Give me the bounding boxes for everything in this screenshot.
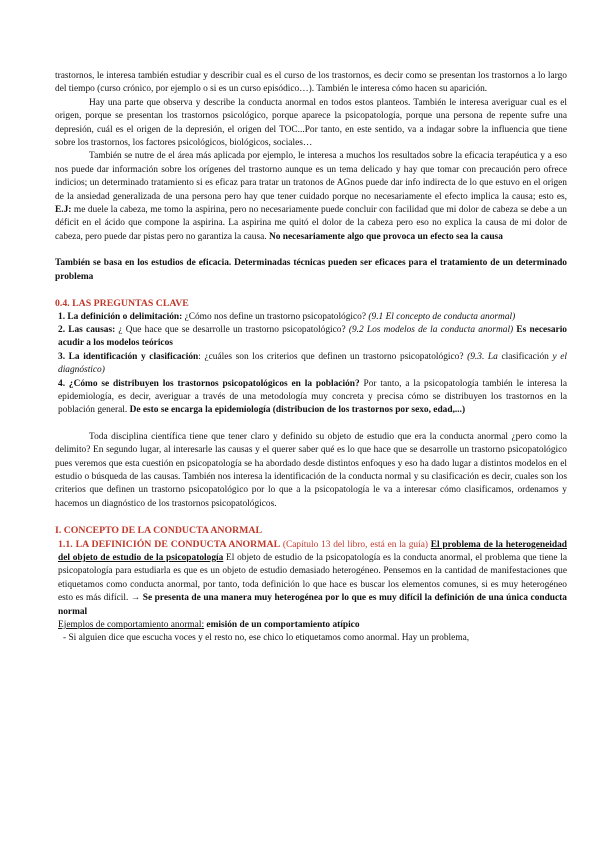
section-key-questions: 0.4. LAS PREGUNTAS CLAVE [55, 298, 189, 310]
question-3-text2: clasificación [501, 351, 553, 362]
paragraph-course: trastornos, le interesa también estudiar y describir cual es el curso de los trastornos, es decir como se presentan los trastornos a lo largo del tiempo (curso crónico, por ejemplo o si es un curso episódico…). También le interesa cómo hacen su aparición. [55, 71, 567, 95]
paragraph-efficacy [55, 150, 567, 244]
subsection-conclusion: Se presenta de una manera muy heterogénea por lo que es muy difícil la definición de una única conducta normal [58, 593, 567, 617]
arrow-icon: → [130, 593, 141, 604]
question-distribution [55, 378, 567, 418]
question-causes [55, 324, 567, 351]
examples-label: Ejemplos de comportamiento anormal: [58, 620, 205, 631]
question-4-label: 4. ¿Cómo se distribuyen los trastornos psicopatológicos en la población? [58, 378, 360, 389]
subsection-title: 1.1. LA DEFINICIÓN DE CONDUCTA ANORMAL [58, 538, 281, 550]
paragraph-origin: Hay una parte que observa y describe la conducta anormal en todos estos planteos. También le interesa averiguar cual es el origen, porque se presentan los trastornos psicológico, porque aparece la psicopatología, porque una persona de repente sufre una depresión, cuál es el origen de la depresión, el origen del TOC...Por tanto, en este sentido, va a indagar sobre la influencia que tiene sobre los trastornos, los factores psicológicos, biológicos, sociales… [55, 97, 567, 149]
question-2-text: ¿ Que hace que se desarrolle un trastorno psicopatológico? [115, 324, 349, 335]
examples-line [55, 619, 567, 632]
question-3-text: : ¿cuáles son los criterios que definen un trastorno psicopatológico? [198, 351, 468, 362]
question-3-ref: (9.3. La [467, 351, 498, 362]
paragraph-efficacy-studies: También se basa en los estudios de eficacia. Determinadas técnicas pueden ser eficaces para el tratamiento de un determinado problema [55, 258, 567, 282]
example-voices: - Si alguien dice que escucha voces y el resto no, ese chico lo etiquetamos como anormal. Hay un problema, [63, 633, 470, 644]
example-label: E.J: [55, 205, 72, 216]
question-4-text: Por tanto, a la psicopatología también le interesa la epidemiología, es decir, averiguar a través de una metodología muy concreta y precisa cómo se distribuyen los trastornos en la población general. [58, 378, 567, 416]
document-body [55, 70, 567, 646]
question-definition [55, 311, 567, 324]
question-2-label: 2. Las causas: [58, 324, 116, 335]
question-4-note: De esto se encarga la epidemiología (distribucion de los trastornos por sexo, edad,...) [129, 405, 466, 416]
question-1-text: ¿Cómo nos define un trastorno psicopatológico? [182, 311, 369, 322]
question-3-ref2: y el diagnóstico) [58, 351, 567, 376]
question-3-label: 3. La identificación y clasificación [58, 351, 199, 362]
question-1-ref: (9.1 El concepto de conducta anormal) [368, 311, 516, 322]
question-2-ref: (9.2 Los modelos de la conducta anormal) [348, 324, 514, 335]
examples-text: emisión de un comportamiento atípico [204, 620, 360, 631]
subsection-text: El objeto de estudio de la psicopatología es la conducta anormal, el problema que tiene la psicopatología para estudiarla es que es un objeto de estudio demasiado heterogéneo. Pensemos en la cantidad de manifestaciones que etiquetamos como conducta anormal, por tanto, toda definición lo que hace es buscar los elementos comunes, si es muy heterogéneo esto es más difícil. [58, 553, 567, 604]
efficacy-conclusion: No necesariamente algo que provoca un efecto sea la causa [268, 231, 503, 242]
question-classification [55, 351, 567, 378]
question-1-label: 1. La definición o delimitación: [58, 311, 183, 322]
efficacy-text: También se nutre de el área más aplicada por ejemplo, le interesa a muchos los resultados sobre la eficacia terapéutica y a eso nos puede dar información sobre los orígenes del trastorno aunque es un tema delicado y hay que tomar con precaución pero ofrece indicios; un determinado tratamiento si es eficaz para tratar un tratonos de AGnos puede dar info indirecta de lo que estuvo en el origen de la ansiedad generalizada de una persona pero hay que tener cuidado porque no necesariamente el efecto implica la causa; esto es, [55, 151, 567, 202]
subsection-heading: El problema de la heterogeneidad del objeto de estudio de la psicopatología [58, 539, 567, 563]
question-2-note: Es necesario acudir a los modelos teóricos [58, 324, 567, 349]
paragraph-discipline: Toda disciplina científica tiene que tener claro y definido su objeto de estudio que era la conducta anormal ¿pero como la delimito? En segundo lugar, al interesarle las causas y el querer saber qué es lo que hace que se desarrolle un trastorno psicopatológico pues veremos que esta cuestión en psicopatología se ha abordado desde distintos enfoques y eso ha dado lugar a distintos modelos en el estudio o búsqueda de las causas. También nos interesa la identificación de la conducta normal y su clasificación es decir, cuales son los criterios que definen un trastorno psicopatológico por lo que a la psicopatología le va a interesar cómo clasificamos, ordenamos y hacemos un diagnóstico de los trastornos psicopatológicos. [55, 431, 567, 509]
section-concept: I. CONCEPTO DE LA CONDUCTA ANORMAL [55, 525, 263, 537]
aspirin-example: me duele la cabeza, me tomo la aspirina, pero no necesariamente puede concluir con facilidad que mi dolor de cabeza se debe a un déficit en el ácido que compone la aspirina. La aspirina me quitó el dolor de la cabeza pero eso no explica la causa de mi dolor de cabeza, pero puede dar pistas pero no garantiza la causa. [55, 205, 567, 242]
subsection-definition [55, 538, 567, 619]
subsection-ref: (Capítulo 13 del libro, está en la guía) [280, 539, 431, 550]
